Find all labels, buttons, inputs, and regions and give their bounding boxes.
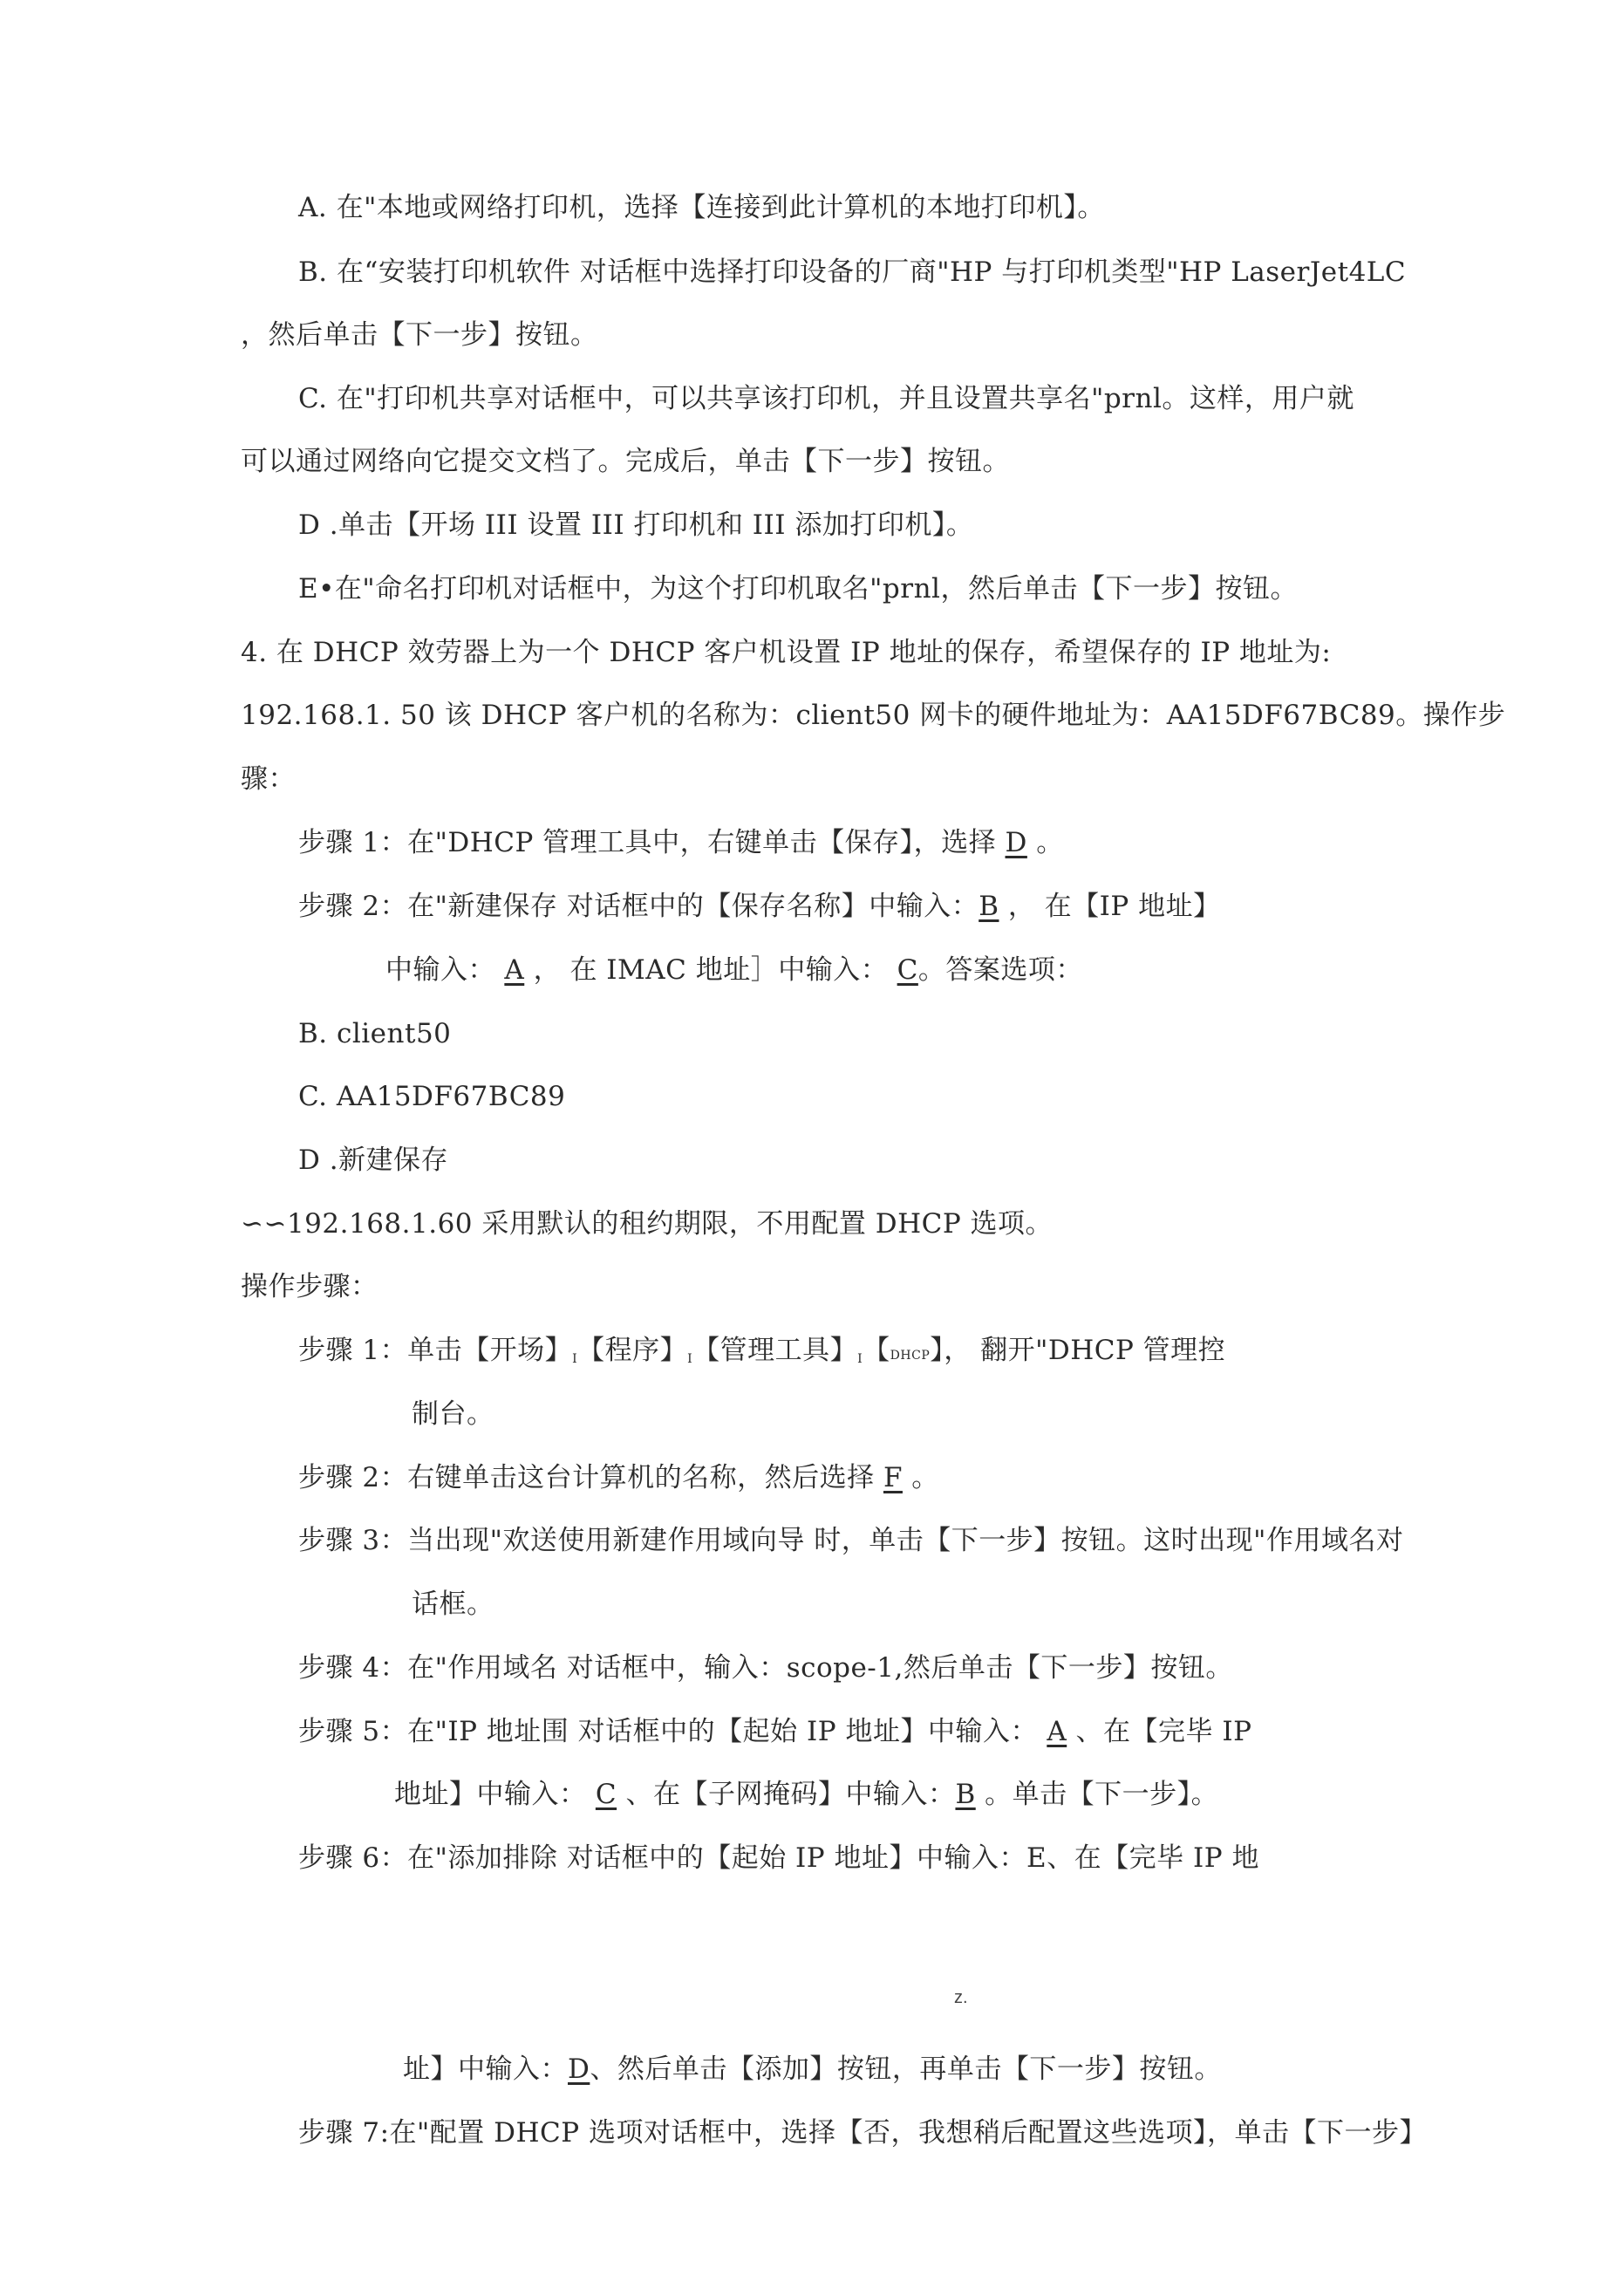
scope-range-line: ∽∽192.168.1.60 采用默认的租约期限，不用配置 DHCP 选项。 (241, 1208, 1054, 1240)
step-1-programs: 【程序】 (577, 1335, 688, 1366)
step-1-cont: 制台。 (412, 1398, 494, 1430)
step-5-cont-end: 。单击【下一步】。 (975, 1779, 1219, 1810)
q4-step-2-answer: B (979, 891, 999, 922)
q4-step-2-cont-end: 。答案选项： (917, 954, 1083, 986)
answer-option-d: D .新建保存 (298, 1145, 449, 1176)
step-1-sep-2: I (687, 1352, 693, 1366)
step-5-cont-mid: 、在【子网掩码】中输入： (617, 1779, 956, 1810)
step-6: 步骤 6：在"添加排除 对话框中的【起始 IP 地址】中输入：E、在【完毕 IP 地 (298, 1842, 1259, 1874)
q4-step-2-text: 步骤 2：在"新建保存 对话框中的【保存名称】中输入： (298, 891, 979, 922)
step-2-text: 步骤 2：右键单击这台计算机的名称，然后选择 (298, 1462, 883, 1493)
q4-step-2 (298, 889, 1221, 924)
step-6-cont-text: 址】中输入： (403, 2053, 568, 2085)
operation-steps-heading: 操作步骤： (241, 1271, 378, 1302)
option-b-line: B. 在“安装打印机软件 对话框中选择打印设备的厂商"HP 与打印机类型"HP LaserJet4LC (298, 256, 1407, 288)
q4-step-2-end: ， 在【IP 地址】 (999, 891, 1221, 922)
option-a-line: A. 在"本地或网络打印机，选择【连接到此计算机的本地打印机】。 (298, 192, 1105, 223)
step-5-cont (394, 1777, 1218, 1812)
question-4-line-cont: 192.168.1. 50 该 DHCP 客户机的名称为：client50 网卡的硬件地址为：AA15DF67BC89。操作步 (241, 700, 1506, 731)
step-1-sep-1: I (572, 1352, 578, 1366)
answer-option-b: B. client50 (298, 1018, 452, 1049)
answer-option-c: C. AA15DF67BC89 (298, 1081, 566, 1112)
step-1-end: 】， 翻开"DHCP 管理控 (930, 1335, 1226, 1366)
step-5 (298, 1714, 1252, 1749)
option-c-line: C. 在"打印机共享对话框中，可以共享该打印机，并且设置共享名"prnl。这样，用户就 (298, 383, 1354, 414)
q4-step-1 (298, 825, 1064, 860)
step-5-end: 、在【完毕 IP (1067, 1716, 1252, 1747)
step-5-answer-a: A (1047, 1716, 1067, 1747)
q4-step-2-answer-a: A (504, 954, 525, 986)
step-5-text: 步骤 5：在"IP 地址围 对话框中的【起始 IP 地址】中输入： (298, 1716, 1047, 1747)
step-2 (298, 1460, 939, 1495)
q4-step-1-answer: D (1005, 827, 1027, 858)
step-5-answer-b: B (955, 1779, 976, 1810)
option-e-line: E•在"命名打印机对话框中，为这个打印机取名"prnl，然后单击【下一步】按钮。 (298, 573, 1298, 605)
question-4-line: 4. 在 DHCP 效劳器上为一个 DHCP 客户机设置 IP 地址的保存，希望保存的 IP 地址为: (241, 637, 1332, 668)
step-2-answer: F (883, 1462, 903, 1493)
question-4-line-cont2: 骤： (241, 763, 296, 795)
step-3-cont: 话框。 (412, 1589, 494, 1620)
step-1-admin-tools: 【管理工具】 (692, 1335, 858, 1366)
step-1-bracket-open: 【 (863, 1335, 890, 1366)
q4-step-2-cont-text: 中输入： (385, 954, 505, 986)
step-1-dhcp-small: DHCP (890, 1349, 931, 1363)
step-6-cont (403, 2052, 1222, 2087)
option-d-line: D .单击【开场 III 设置 III 打印机和 III 添加打印机】。 (298, 509, 974, 541)
q4-step-2-cont (385, 953, 1083, 987)
q4-step-1-text: 步骤 1：在"DHCP 管理工具中，右键单击【保存】，选择 (298, 827, 1006, 858)
step-2-end: 。 (902, 1462, 939, 1493)
step-4: 步骤 4：在"作用域名 对话框中，输入：scope-1,然后单击【下一步】按钮。 (298, 1652, 1233, 1684)
option-c-line-cont: 可以通过网络向它提交文档了。完成后，单击【下一步】按钮。 (241, 446, 1010, 477)
q4-step-1-end: 。 (1026, 827, 1064, 858)
option-b-line-cont: ，然后单击【下一步】按钮。 (241, 319, 598, 351)
q4-step-2-cont-mid: ， 在 IMAC 地址］中输入： (524, 954, 897, 986)
step-5-answer-c: C (595, 1779, 617, 1810)
step-5-cont-text: 地址】中输入： (394, 1779, 596, 1810)
step-7: 步骤 7:在"配置 DHCP 选项对话框中，选择【否，我想稍后配置这些选项】，单击【下一步】 (298, 2117, 1427, 2149)
step-1 (298, 1333, 1225, 1377)
q4-step-2-answer-c: C (897, 954, 918, 986)
step-3: 步骤 3：当出现"欢送使用新建作用域向导 时，单击【下一步】按钮。这时出现"作用域名对 (298, 1525, 1404, 1556)
step-6-answer-d: D (568, 2053, 590, 2085)
step-6-cont-end: 、然后单击【添加】按钮，再单击【下一步】按钮。 (590, 2053, 1222, 2085)
step-1-text: 步骤 1：单击【开场】 (298, 1335, 573, 1366)
step-1-sep-3: I (857, 1352, 863, 1366)
page-mark: z. (954, 1988, 968, 2007)
